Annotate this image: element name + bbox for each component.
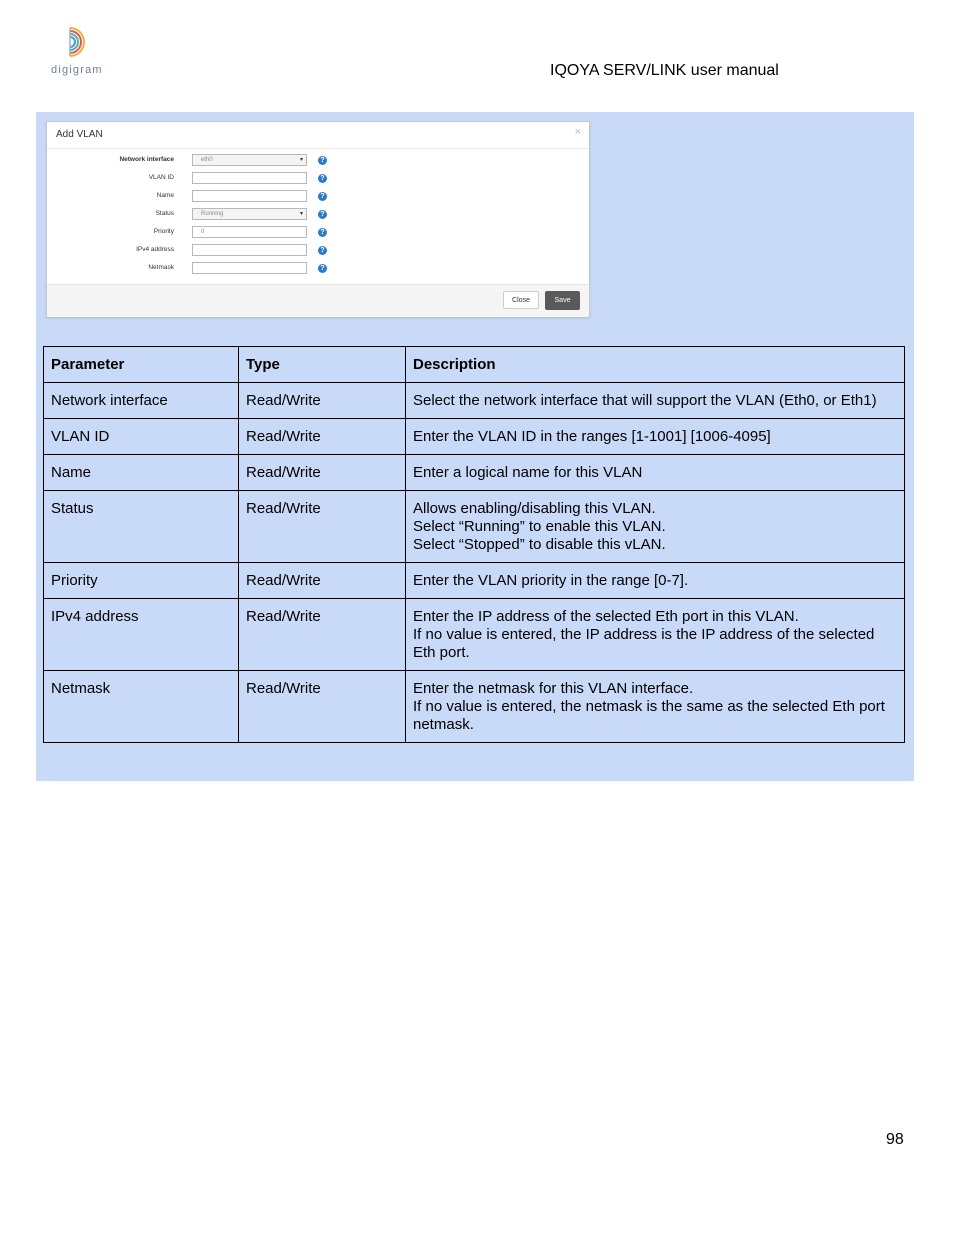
help-icon[interactable]: ? bbox=[318, 174, 327, 183]
form-row bbox=[47, 208, 589, 222]
table-row bbox=[44, 419, 905, 455]
cell-parameter: IPv4 address bbox=[44, 599, 239, 671]
cell-parameter: VLAN ID bbox=[44, 419, 239, 455]
field-input[interactable] bbox=[192, 244, 307, 256]
help-icon[interactable]: ? bbox=[318, 246, 327, 255]
table-row bbox=[44, 599, 905, 671]
cell-type: Read/Write bbox=[239, 383, 406, 419]
field-input[interactable] bbox=[192, 262, 307, 274]
close-button[interactable]: Close bbox=[503, 291, 539, 309]
cell-type: Read/Write bbox=[239, 455, 406, 491]
cell-parameter: Status bbox=[44, 491, 239, 563]
parameter-table bbox=[43, 346, 905, 743]
table-header-row bbox=[44, 347, 905, 383]
field-input[interactable] bbox=[192, 226, 307, 238]
form-row bbox=[47, 154, 589, 168]
cell-description bbox=[406, 419, 905, 455]
description-line: Enter the VLAN priority in the range [0-7]. bbox=[413, 572, 689, 589]
field-label: Netmask bbox=[148, 264, 174, 271]
add-vlan-dialog bbox=[46, 121, 590, 317]
cell-parameter: Priority bbox=[44, 563, 239, 599]
form-row bbox=[47, 172, 589, 186]
column-header-parameter: Parameter bbox=[44, 347, 239, 383]
form-row bbox=[47, 226, 589, 240]
cell-parameter: Netmask bbox=[44, 671, 239, 743]
field-input[interactable] bbox=[192, 172, 307, 184]
description-line: Enter the netmask for this VLAN interface. bbox=[413, 680, 694, 697]
table-row bbox=[44, 383, 905, 419]
field-value: 0 bbox=[201, 229, 205, 235]
dialog-title: Add VLAN bbox=[56, 129, 103, 140]
form-row bbox=[47, 190, 589, 204]
cell-description bbox=[406, 455, 905, 491]
cell-type: Read/Write bbox=[239, 419, 406, 455]
document-title: IQOYA SERV/LINK user manual bbox=[550, 62, 779, 79]
help-icon[interactable]: ? bbox=[318, 156, 327, 165]
table-row bbox=[44, 563, 905, 599]
field-label: IPv4 address bbox=[136, 246, 174, 253]
close-icon[interactable]: × bbox=[574, 126, 581, 138]
description-line: Enter the VLAN ID in the ranges [1-1001] [1006-4095] bbox=[413, 428, 771, 445]
field-select[interactable] bbox=[192, 208, 307, 220]
cell-type: Read/Write bbox=[239, 491, 406, 563]
table-row bbox=[44, 671, 905, 743]
cell-description bbox=[406, 671, 905, 743]
column-header-description: Description bbox=[406, 347, 905, 383]
table-row bbox=[44, 455, 905, 491]
dialog-footer bbox=[47, 284, 589, 317]
description-line: Enter a logical name for this VLAN bbox=[413, 464, 643, 481]
cell-type: Read/Write bbox=[239, 671, 406, 743]
field-label: Status bbox=[155, 210, 174, 217]
field-select[interactable] bbox=[192, 154, 307, 166]
description-line: Select the network interface that will support the VLAN (Eth0, or Eth1) bbox=[413, 392, 877, 409]
description-line: Select “Running” to enable this VLAN. bbox=[413, 518, 666, 535]
cell-description bbox=[406, 491, 905, 563]
field-label: Priority bbox=[153, 228, 174, 235]
digigram-logo-icon bbox=[64, 24, 100, 60]
form-row bbox=[47, 262, 589, 276]
help-icon[interactable]: ? bbox=[318, 192, 327, 201]
cell-type: Read/Write bbox=[239, 563, 406, 599]
description-line: If no value is entered, the IP address is the IP address of the selected Eth port. bbox=[413, 626, 875, 661]
field-label: Name bbox=[156, 192, 174, 199]
logo-text: digigram bbox=[51, 64, 103, 76]
cell-description bbox=[406, 599, 905, 671]
help-icon[interactable]: ? bbox=[318, 228, 327, 237]
cell-parameter: Name bbox=[44, 455, 239, 491]
page-number: 98 bbox=[886, 1131, 904, 1148]
cell-type: Read/Write bbox=[239, 599, 406, 671]
field-value: eth0 bbox=[201, 157, 213, 163]
description-line: Select “Stopped” to disable this vLAN. bbox=[413, 536, 666, 553]
help-icon[interactable]: ? bbox=[318, 264, 327, 273]
cell-description bbox=[406, 383, 905, 419]
digigram-logo bbox=[48, 24, 118, 80]
save-button[interactable]: Save bbox=[545, 291, 580, 310]
field-label: Network interface bbox=[119, 156, 174, 163]
content-panel bbox=[36, 112, 914, 781]
chevron-down-icon: ▾ bbox=[299, 211, 303, 217]
description-line: Allows enabling/disabling this VLAN. bbox=[413, 500, 656, 517]
column-header-type: Type bbox=[239, 347, 406, 383]
field-input[interactable] bbox=[192, 190, 307, 202]
description-line: If no value is entered, the netmask is the same as the selected Eth port netmask. bbox=[413, 698, 885, 733]
form-row bbox=[47, 244, 589, 258]
table-row bbox=[44, 491, 905, 563]
help-icon[interactable]: ? bbox=[318, 210, 327, 219]
field-label: VLAN ID bbox=[148, 174, 174, 181]
field-value: Running bbox=[201, 211, 224, 217]
description-line: Enter the IP address of the selected Eth port in this VLAN. bbox=[413, 608, 799, 625]
cell-parameter: Network interface bbox=[44, 383, 239, 419]
dialog-header bbox=[47, 122, 589, 149]
cell-description bbox=[406, 563, 905, 599]
chevron-down-icon: ▾ bbox=[299, 157, 303, 163]
